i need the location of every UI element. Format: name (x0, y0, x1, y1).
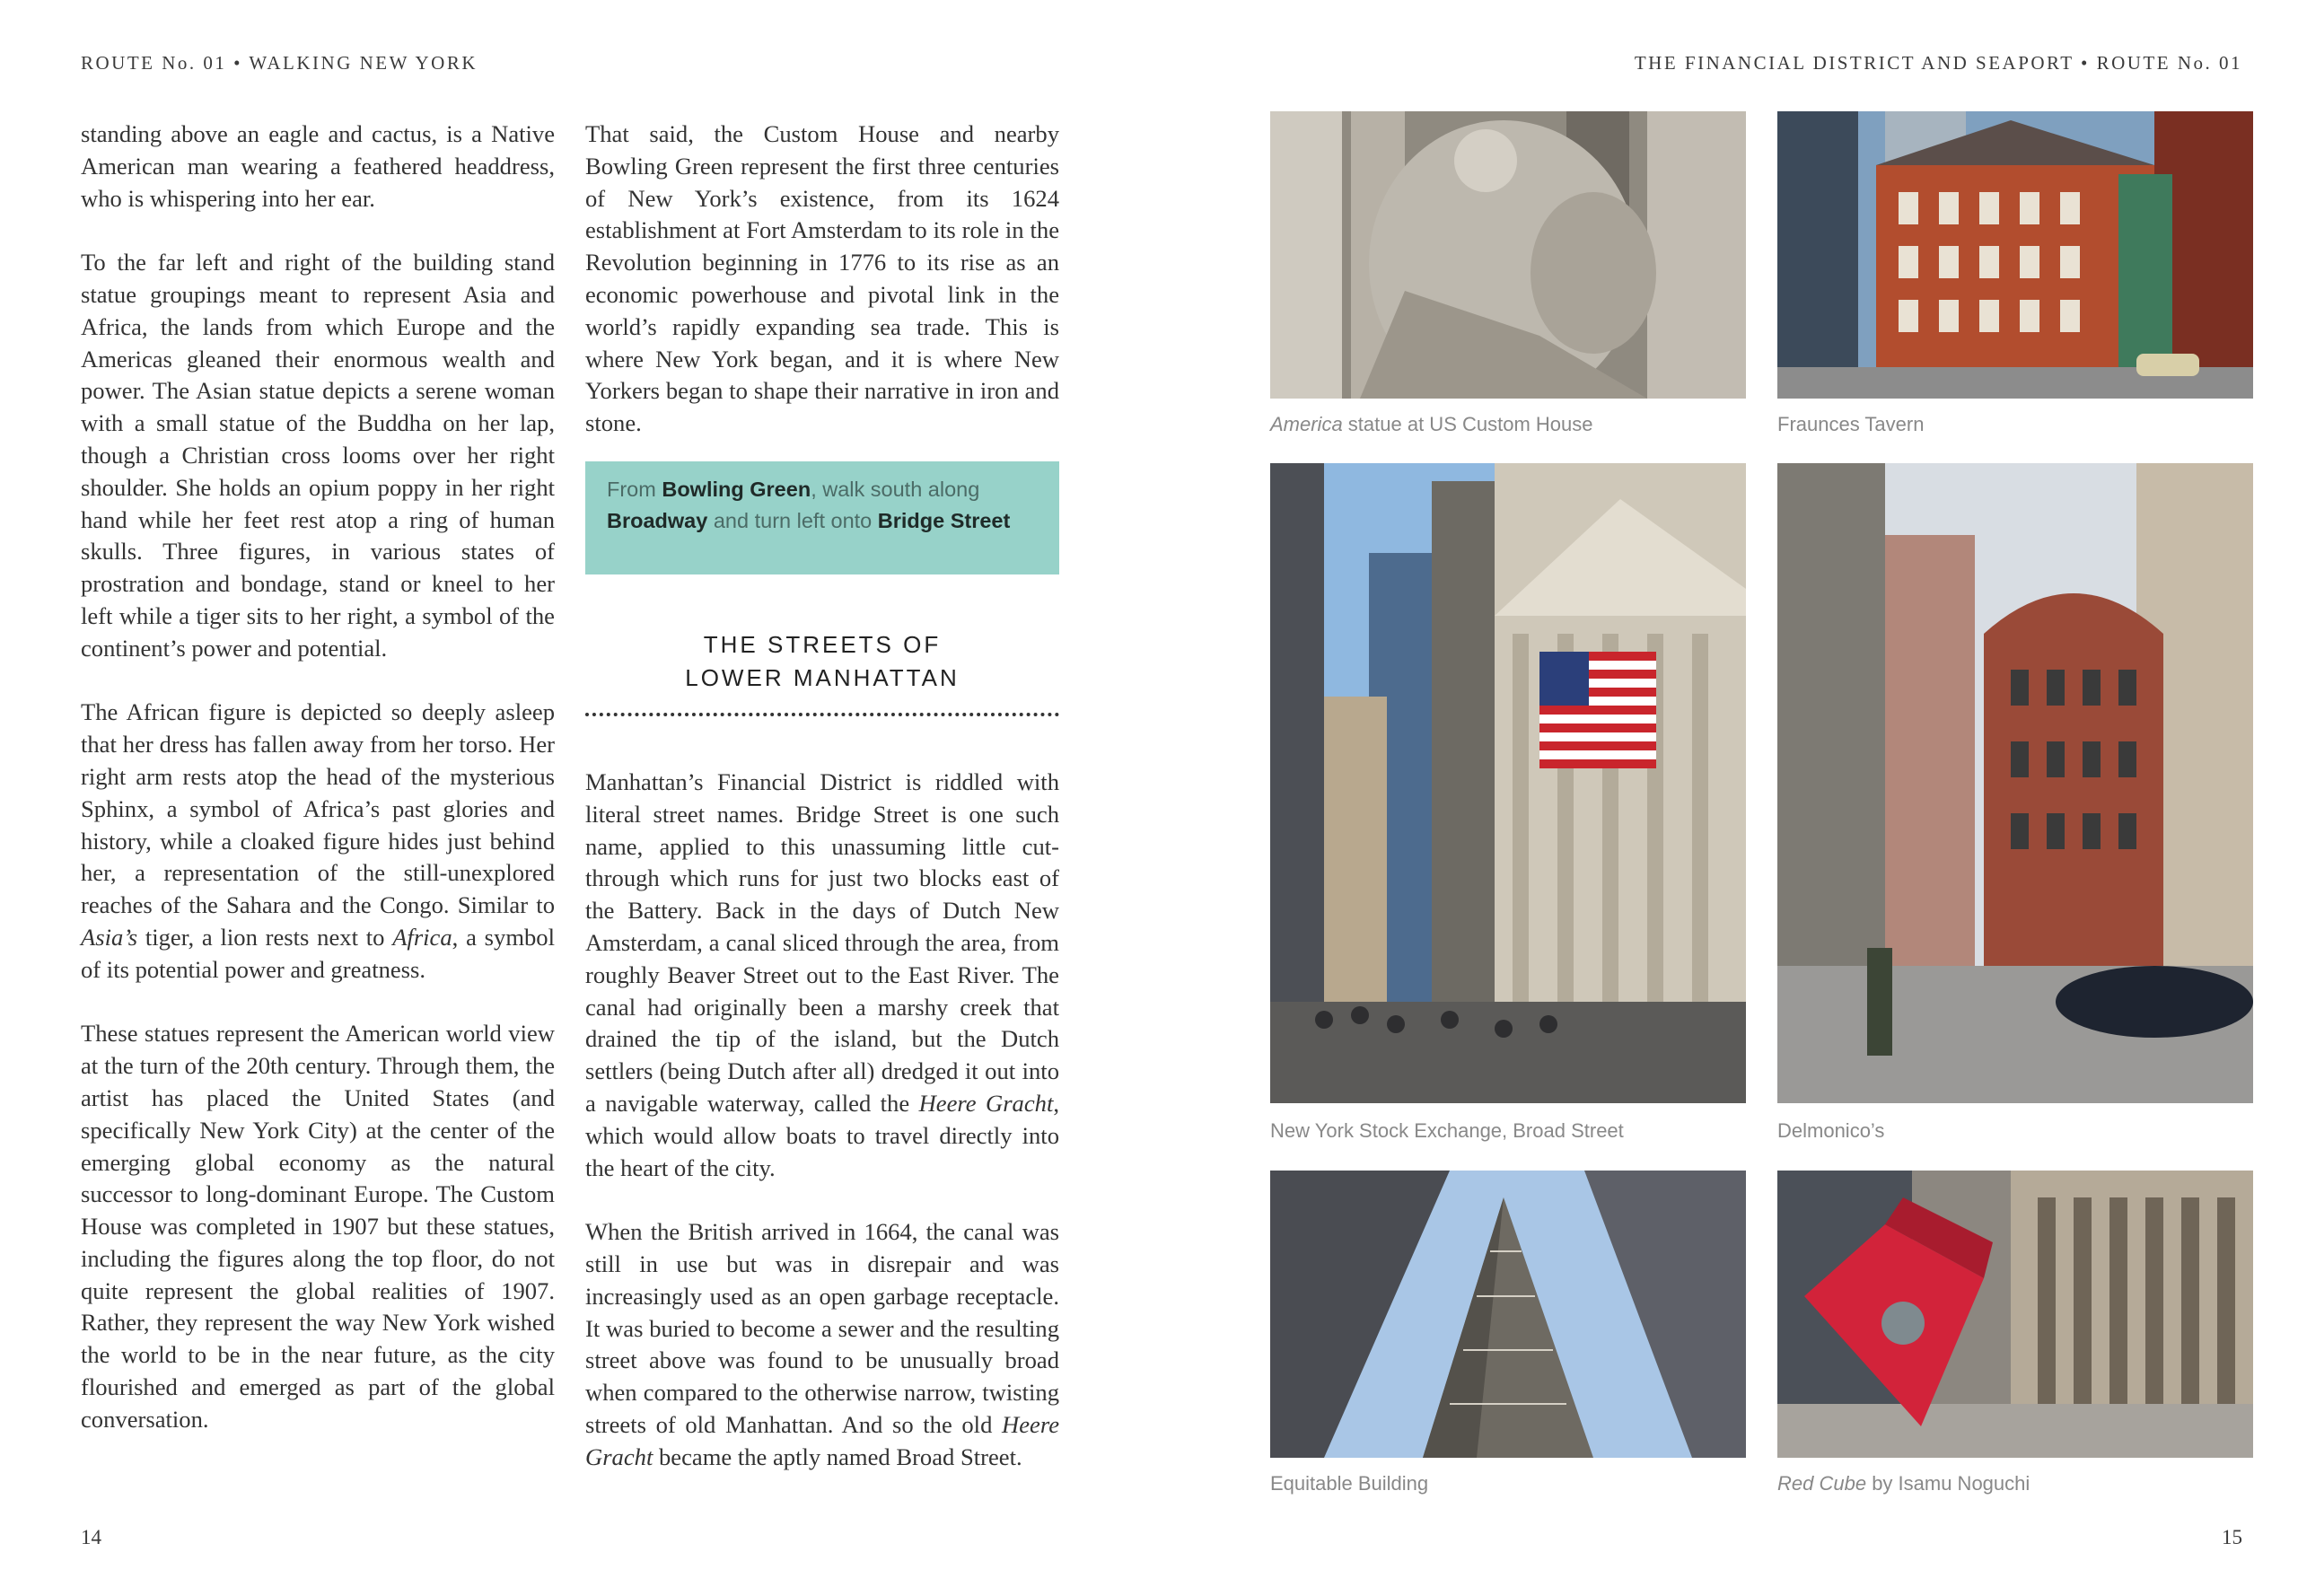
caption-fraunces-tavern: Fraunces Tavern (1777, 413, 1925, 435)
photo-red-cube (1777, 1171, 2253, 1458)
photo-equitable-building (1270, 1171, 1746, 1458)
section-heading: THE STREETS OF LOWER MANHATTAN (685, 631, 960, 691)
page-number-right: 15 (2222, 1526, 2242, 1548)
caption-red-cube: Red Cube by Isamu Noguchi (1777, 1472, 2030, 1495)
caption-america-statue: America statue at US Custom House (1270, 413, 1593, 435)
section-body (585, 767, 1059, 1474)
page-number-left: 14 (81, 1526, 101, 1548)
dotted-divider (585, 713, 1059, 716)
caption-delmonicos: Delmonico’s (1777, 1119, 1885, 1142)
caption-equitable-building: Equitable Building (1270, 1472, 1429, 1495)
text-column-1 (81, 118, 555, 1436)
paragraph: standing above an eagle and cactus, is a Native American man wearing a feathered headdress, who is whispering into her ear. (81, 120, 555, 212)
photo-nyse (1270, 463, 1746, 1103)
caption-nyse: New York Stock Exchange, Broad Street (1270, 1119, 1624, 1142)
paragraph: These statues represent the American world view at the turn of the 20th century. Through them, the artist has placed the United States (and specifically New York City) at the center of the emerging global economy as the natural successor to long-dominant Europe. The Custom House was completed in 1907 but these statues, including the figures along the top floor, do not quite represent the global realities of 1907. Rather, they represent the way New York wished the world to be in the near future, as the city flourished and emerged as part of the global conversation. (81, 1020, 555, 1433)
paragraph: Manhattan’s Financial District is riddled with literal street names. Bridge Street is one such name, applied to this unassuming little cut-through which runs for just two blocks east of the Battery. Back in the days of Dutch New Amsterdam, a canal sliced through the area, from roughly Beaver Street out to the East River. The canal had originally been a marshy creek that drained the tip of the island, but the Dutch settlers (being Dutch after all) dredged it out into a navigable waterway, called the Heere Gracht, which would allow boats to travel directly into the heart of the city. (585, 768, 1059, 1181)
photo-fraunces-tavern (1777, 111, 2253, 399)
paragraph: That said, the Custom House and nearby Bowling Green represent the first three centuries of New York’s existence, from its 1624 establishment at Fort Amsterdam to its role in the Revolution beginning in 1776 to its rise as an economic powerhouse and pivotal link in the world’s rapidly expanding sea trade. This is where New York began, and it is where New Yorkers began to shape their narrative in iron and stone. (585, 120, 1059, 437)
paragraph: To the far left and right of the building stand statue groupings meant to represent Asia and Africa, the lands from which Europe and the Americas gleaned their enormous wealth and power. The Asian statue depicts a serene woman with a small statue of the Buddha on her lap, though a Christian cross looms over her right shoulder. She holds an opium poppy in her right hand while her feet rest atop a ring of human skulls. Three figures, in various states of prostration and bondage, stand or kneel to her left while a tiger sits to her right, a symbol of the continent’s power and potential. (81, 249, 555, 662)
running-head-left: ROUTE No. 01 • WALKING NEW YORK (81, 52, 478, 74)
directions-callout: From Bowling Green, walk south along Broadway and turn left onto Bridge Street (585, 461, 1059, 574)
photo-america-statue (1270, 111, 1746, 399)
paragraph: When the British arrived in 1664, the canal was still in use but was in disrepair and was increasingly used as an open garbage receptacle. It was buried to become a sewer and the resulting street above was found to be unusually broad when compared to the otherwise narrow, twisting streets of old Manhattan. And so the old Heere Gracht became the aptly named Broad Street. (585, 1218, 1059, 1470)
photo-delmonicos (1777, 463, 2253, 1103)
paragraph: The African figure is depicted so deeply asleep that her dress has fallen away from her torso. Her right arm rests atop the head of the mysterious Sphinx, a symbol of Africa’s past glories and history, while a cloaked figure hides just behind her, a representation of the still-unexplored reaches of the Sahara and the Congo. Similar to Asia’s tiger, a lion rests next to Africa, a symbol of its potential power and greatness. (81, 698, 555, 983)
running-head-right: THE FINANCIAL DISTRICT AND SEAPORT • ROUTE No. 01 (1634, 52, 2242, 74)
